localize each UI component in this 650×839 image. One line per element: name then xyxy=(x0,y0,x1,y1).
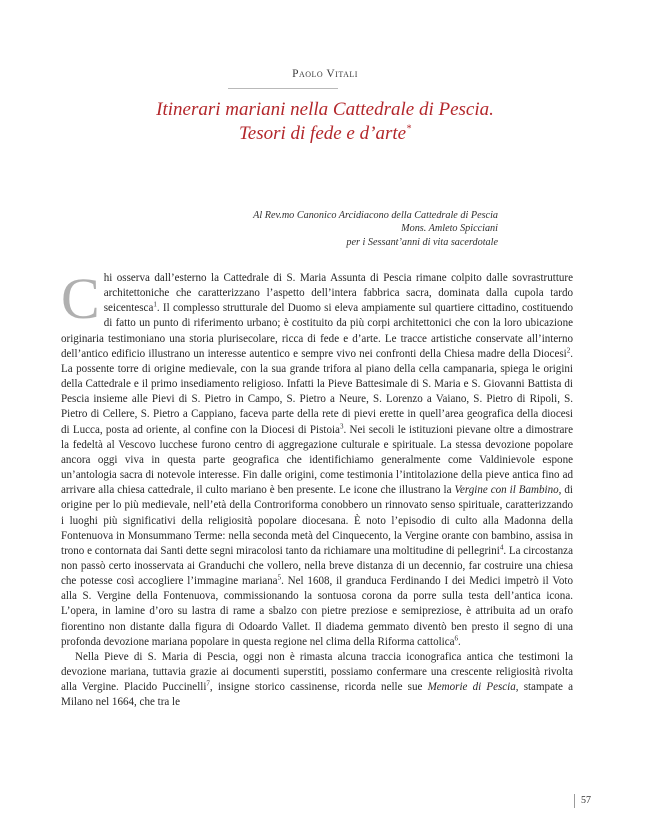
dedication-line-1: Al Rev.mo Canonico Arcidiacono della Cattedrale di Pescia xyxy=(253,210,498,221)
paragraph-2 xyxy=(61,650,573,711)
title-line-2 xyxy=(0,122,650,146)
header-divider xyxy=(228,88,338,89)
paragraph-1-text: hi osserva dall’esterno la Cattedrale di S. Maria Assunta di Pescia rimane colpito dalle sovrastrutture architettoniche che caratterizzano l’aspetto dell’intera fabbrica sacra, dominata dalla cupola tardo seicentesca$^1$. Il complesso strutturale del Duomo si eleva ampiamente sul quartiere cittadino, costituendo di fatto un punto di riferimento urbano; è costituito da più corpi architettonici che con la loro ubicazione originaria testimoniano una storia plurisecolare, ricca di fede e d’arte. Le tracce artistiche conservate all’interno dell’antico edificio illustrano un interesse autentico e sempre vivo nei confronti della Chiesa madre della Diocesi$^2$. La possente torre di origine medievale, con la sua grande trifora al piano della cella campanaria, spiega le origini della Cattedrale e il primo insediamento religioso. Infatti la Pieve Battesimale di S. Maria e S. Giovanni Battista di Pescia insieme alle Pievi di S. Pietro in Campo, S. Pietro a Neure, S. Lorenzo a Vaiano, S. Pietro di Ripoli, S. Pietro di Cellere, S. Pietro a Cappiano, faceva parte della rete di pievi erette in quell’area geografica della diocesi di Lucca, posta ad oriente, al confine con la Diocesi di Pistoia$^3$. Nei secoli le istituzioni pievane oltre a dimostrare la fedeltà al Vescovo lucchese furono centro di aggregazione culturale e spirituale. La stessa devozione popolare ancora oggi viva in questa parte geografica che identifichiamo generalmente come Valdinievole espone un’antologia sacra di notevole interesse. Fin dalle origini, come testimonia l’intitolazione della pieve antica fino ad arrivare alla chiesa cattedrale, il culto mariano è ben presente. Le icone che illustrano la Vergine con il Bambino, di origine per lo più medievale, nell’età della Controriforma conobbero un rinnovato senso spirituale, caratterizzando i luoghi più significativi della religiosità popolare diocesana. È noto l’episodio di culto alla Madonna della Fontenuova in Monsummano Terme: nella seconda metà del Cinquecento, la Vergine orante con bambino, assisa in trono e contornata dai Santi dette segni miracolosi tanto da richiamare una moltitudine di pellegrini$^4$. La circostanza non passò certo inosservata ai Granduchi che vollero, nella breve distanza di un decennio, far costruire una chiesa che potesse così accogliere l’immagine mariana$^5$. Nel 1608, il granduca Ferdinando I dei Medici impetrò il Voto alla S. Vergine della Fontenuova, commissionando la sontuosa corona da porre sulla testa dell’antica icona. L’opera, in lamine d’oro su lastra di rame a sbalzo con pietre preziose e semipreziose, è attribuita ad un orafo fiorentino non distante dalla figura di Odoardo Vallet. Il diadema gemmato diventò ben presto il segno di una profonda devozione mariana popolare in questa regione nel clima della Riforma cattolica$^6$. xyxy=(61,272,574,648)
drop-cap: C xyxy=(61,266,100,331)
paragraph-2-text: Nella Pieve di S. Maria di Pescia, oggi non è rimasta alcuna traccia iconografica antica che testimoni la devozione mariana, tuttavia grazie ai documenti superstiti, possiamo confermare una crescente religiosità rivolta alla Vergine. Placido Puccinelli$^7$, insigne storico cassinense, ricorda nelle sue Memorie di Pescia, stampate a Milano nel 1664, che tra le xyxy=(61,650,574,709)
page-number: 57 xyxy=(574,794,591,808)
dedication xyxy=(253,209,498,249)
article-title xyxy=(0,98,650,146)
footnote-ref[interactable]: 1 xyxy=(153,300,157,309)
article-body xyxy=(61,266,574,711)
footnote-ref[interactable]: 2 xyxy=(566,346,571,355)
title-footnote-marker[interactable]: * xyxy=(406,123,412,135)
footnote-ref[interactable]: 5 xyxy=(277,573,282,582)
title-line-2-text: Tesori di fede e d’arte xyxy=(238,123,407,144)
paragraph-1 xyxy=(61,266,574,650)
footnote-ref[interactable]: 3 xyxy=(339,421,344,430)
italic-title: Vergine con il Bambino xyxy=(454,484,559,497)
author-name: Paolo Vitali xyxy=(292,68,358,80)
footnote-ref[interactable]: 6 xyxy=(454,634,459,643)
title-line-1: Itinerari mariani nella Cattedrale di Pescia. xyxy=(156,99,494,120)
footnote-ref[interactable]: 7 xyxy=(206,679,210,688)
dedication-line-3: per i Sessant’anni di vita sacerdotale xyxy=(346,236,498,248)
dedication-line-2: Mons. Amleto Spicciani xyxy=(401,223,498,235)
italic-title: Memorie di Pescia xyxy=(427,681,516,694)
footnote-ref[interactable]: 4 xyxy=(499,543,504,552)
